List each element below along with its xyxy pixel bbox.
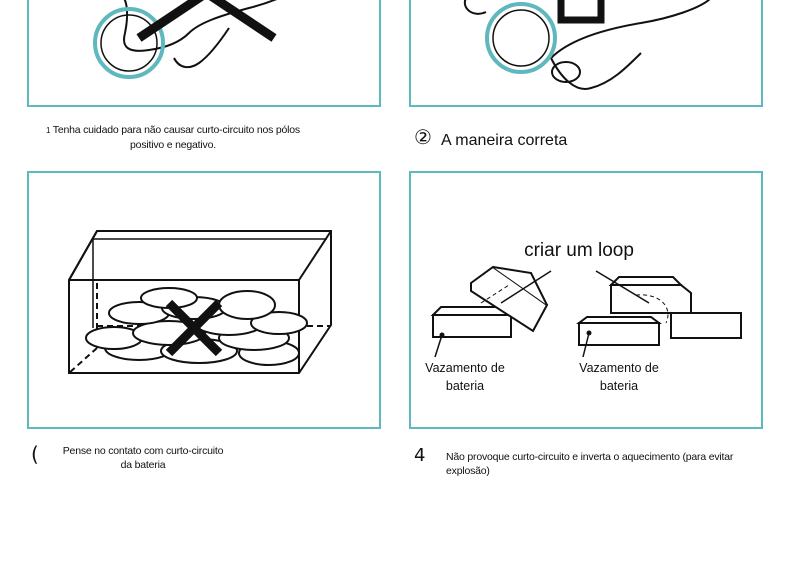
caption-2: A maneira correta — [441, 132, 568, 149]
illustration-loop — [411, 173, 763, 429]
illustration-hand-correct — [411, 0, 763, 107]
marker-3: ( — [31, 442, 39, 466]
caption-1: 1 Tenha cuidado para não causar curto-circuito nos pólos positivo e negativo. — [46, 124, 300, 151]
label-leak-right: Vazamento de bateria — [579, 361, 659, 393]
illustration-hand-wrong — [29, 0, 381, 107]
caption-3: Pense no contato com curto-circuito da bateria — [62, 445, 224, 471]
panel-coins-in-box — [27, 171, 381, 429]
label-leak-left: Vazamento de bateria — [425, 361, 505, 393]
marker-2: ② — [414, 125, 432, 149]
caption-4: Não provoque curto-circuito e inverta o aquecimento (para evitar explosão) — [446, 451, 734, 477]
panel-loop — [409, 171, 763, 429]
panel-correct-grip — [409, 0, 763, 107]
illustration-coins-box — [29, 173, 381, 429]
panel-wrong-grip — [27, 0, 381, 107]
marker-4: 4 — [414, 445, 426, 466]
marker-1: 1 — [46, 126, 51, 135]
loop-title: criar um loop — [524, 240, 634, 261]
